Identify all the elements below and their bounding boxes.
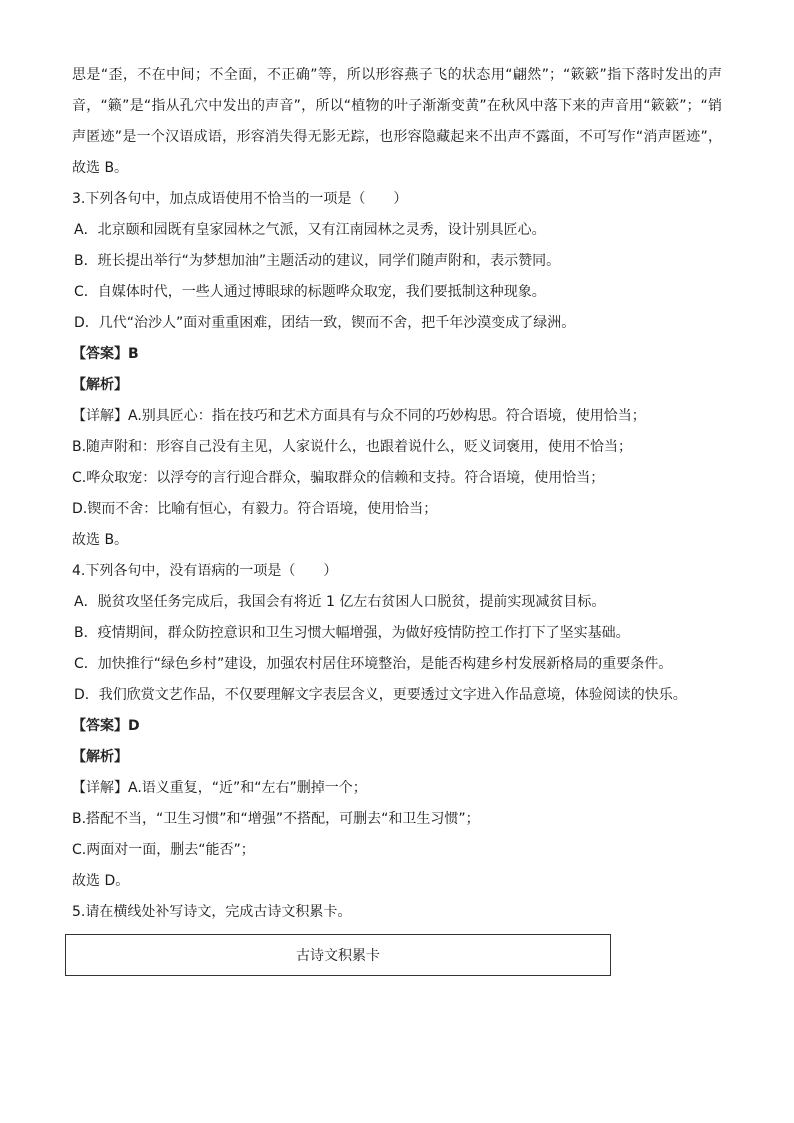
q4-option-a: A．脱贫攻坚任务完成后，我国会有将近 1 亿左右贫困人口脱贫，提前实现减贫目标。 [74, 594, 606, 610]
q4-detail-c: C.两面对一面，删去“能否”； [72, 842, 255, 858]
q3-option-c: C．自媒体时代，一些人通过博眼球的标题哗众取宠，我们要抵制这种现象。 [74, 284, 546, 300]
q3-conclusion: 故选 B。 [72, 532, 129, 548]
q3-detail-a: 【详解】A.别具匠心：指在技巧和艺术方面具有与众不同的巧妙构思。符合语境，使用恰当； [72, 408, 646, 424]
q3-analysis-label: 【解析】 [72, 377, 128, 393]
q3-option-a: A．北京颐和园既有皇家园林之气派，又有江南园林之灵秀，设计别具匠心。 [74, 222, 546, 238]
q3-detail-c: C.哗众取宠：以浮夸的言行迎合群众，骗取群众的信赖和支持。符合语境，使用恰当； [72, 470, 605, 486]
q3-detail-d: D.锲而不舍：比喻有恒心，有毅力。符合语境，使用恰当； [72, 501, 438, 517]
q2-explanation-continued: 思是“歪，不在中间；不全面，不正确”等，所以形容燕子飞的状态用“翩然”；“簌簌”指下落时发出的声音，“籁”是“指从孔穴中发出的声音”，所以“植物的叶子渐渐变黄”在秋风中落下来的声音用“簌簌”；“销声匿迹”是一个汉语成语，形容消失得无影无踪，也形容隐藏起来不出声不露面，不可写作“消声匿迹”，故选 B。 [72, 67, 722, 176]
q4-conclusion: 故选 D。 [72, 873, 130, 889]
q3-detail-b: B.随声附和：形容自己没有主见，人家说什么，也跟着说什么，贬义词褒用，使用不恰当； [72, 439, 633, 455]
q5-stem: 5.请在横线处补写诗文，完成古诗文积累卡。 [72, 904, 352, 920]
q3-option-b: B．班长提出举行“为梦想加油”主题活动的建议，同学们随声附和，表示赞同。 [74, 253, 561, 269]
card-title: 古诗文积累卡 [296, 948, 380, 964]
q4-answer: 【答案】D [72, 718, 140, 734]
q4-option-b: B．疫情期间，群众防控意识和卫生习惯大幅增强，为做好疫情防控工作打下了坚实基础。 [74, 625, 630, 641]
q4-detail-a: 【详解】A.语义重复，“近”和“左右”删掉一个； [72, 780, 367, 796]
document-content [72, 60, 722, 928]
q4-detail-b: B.搭配不当，“卫生习惯”和“增强”不搭配，可删去“和卫生习惯”； [72, 811, 480, 827]
q4-analysis-label: 【解析】 [72, 749, 128, 765]
q3-stem: 3.下列各句中，加点成语使用不恰当的一项是（ ） [72, 191, 408, 207]
q3-option-d: D．几代“治沙人”面对重重困难，团结一致，锲而不舍，把千年沙漠变成了绿洲。 [74, 315, 576, 331]
q4-option-c: C．加快推行“绿色乡村”建设，加强农村居住环境整治，是能否构建乡村发展新格局的重要条件。 [74, 656, 673, 672]
q4-stem: 4.下列各句中，没有语病的一项是（ ） [72, 563, 338, 579]
q3-answer: 【答案】B [72, 346, 139, 362]
poetry-accumulation-card [65, 934, 611, 976]
q4-option-d: D．我们欣赏文艺作品，不仅要理解文字表层含义，更要透过文字进入作品意境，体验阅读的快乐。 [74, 687, 687, 703]
